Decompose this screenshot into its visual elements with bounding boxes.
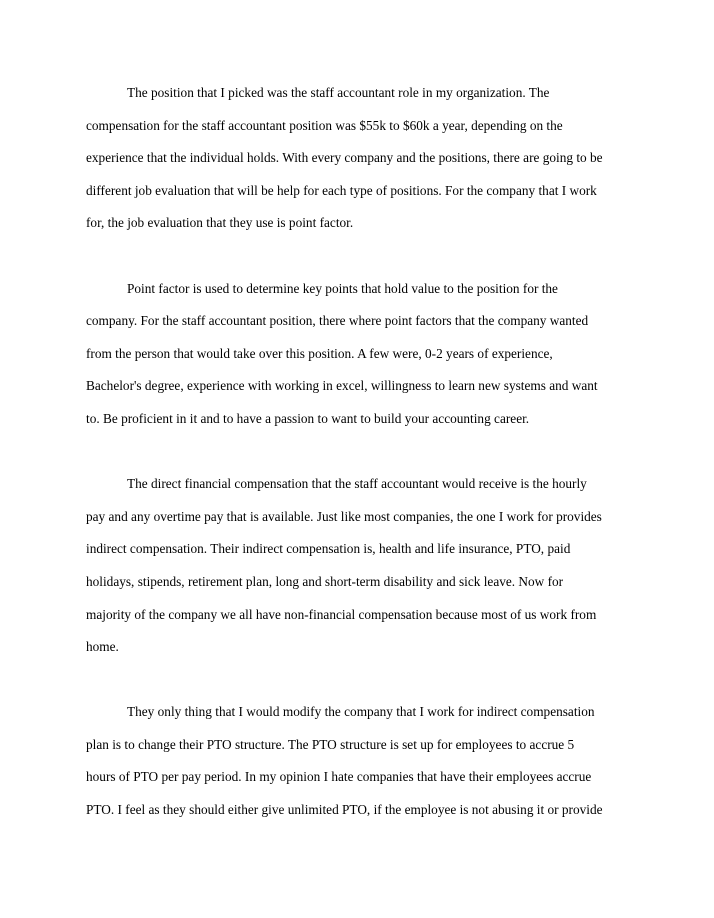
text-line: experience that the individual holds. With every company and the positions, there are going to be — [86, 150, 603, 166]
text-line: holidays, stipends, retirement plan, long and short-term disability and sick leave. Now for — [86, 573, 564, 589]
paragraph-pto — [86, 696, 638, 826]
paragraph-compensation — [86, 468, 638, 664]
text-line: to. Be proficient in it and to have a passion to want to build your accounting career. — [86, 410, 530, 426]
text-line: compensation for the staff accountant position was $55k to $60k a year, depending on the — [86, 117, 563, 133]
paragraph-position — [86, 77, 638, 240]
paragraph-point-factor — [86, 273, 638, 436]
text-line: indirect compensation. Their indirect compensation is, health and life insurance, PTO, paid — [86, 541, 571, 557]
text-line: company. For the staff accountant position, there where point factors that the company wanted — [86, 313, 589, 329]
text-line: for, the job evaluation that they use is point factor. — [86, 215, 354, 231]
text-line: from the person that would take over this position. A few were, 0-2 years of experience, — [86, 345, 553, 361]
text-line: The position that I picked was the staff accountant role in my organization. The — [127, 85, 550, 100]
text-line: PTO. I feel as they should either give unlimited PTO, if the employee is not abusing it or provide — [86, 802, 603, 818]
text-line: plan is to change their PTO structure. The PTO structure is set up for employees to accrue 5 — [86, 736, 575, 752]
text-line: They only thing that I would modify the company that I work for indirect compensation — [127, 704, 595, 720]
text-line: home. — [86, 639, 119, 655]
text-line: Point factor is used to determine key points that hold value to the position for the — [127, 280, 558, 296]
text-line: different job evaluation that will be help for each type of positions. For the company that I work — [86, 182, 597, 198]
text-line: Bachelor's degree, experience with working in excel, willingness to learn new systems and want — [86, 378, 598, 394]
text-line: majority of the company we all have non-financial compensation because most of us work from — [86, 606, 597, 622]
document-body — [86, 77, 638, 859]
text-line: The direct financial compensation that the staff accountant would receive is the hourly — [127, 476, 587, 492]
text-line: hours of PTO per pay period. In my opinion I hate companies that have their employees accrue — [86, 769, 592, 785]
text-line: pay and any overtime pay that is available. Just like most companies, the one I work for provides — [86, 508, 602, 524]
